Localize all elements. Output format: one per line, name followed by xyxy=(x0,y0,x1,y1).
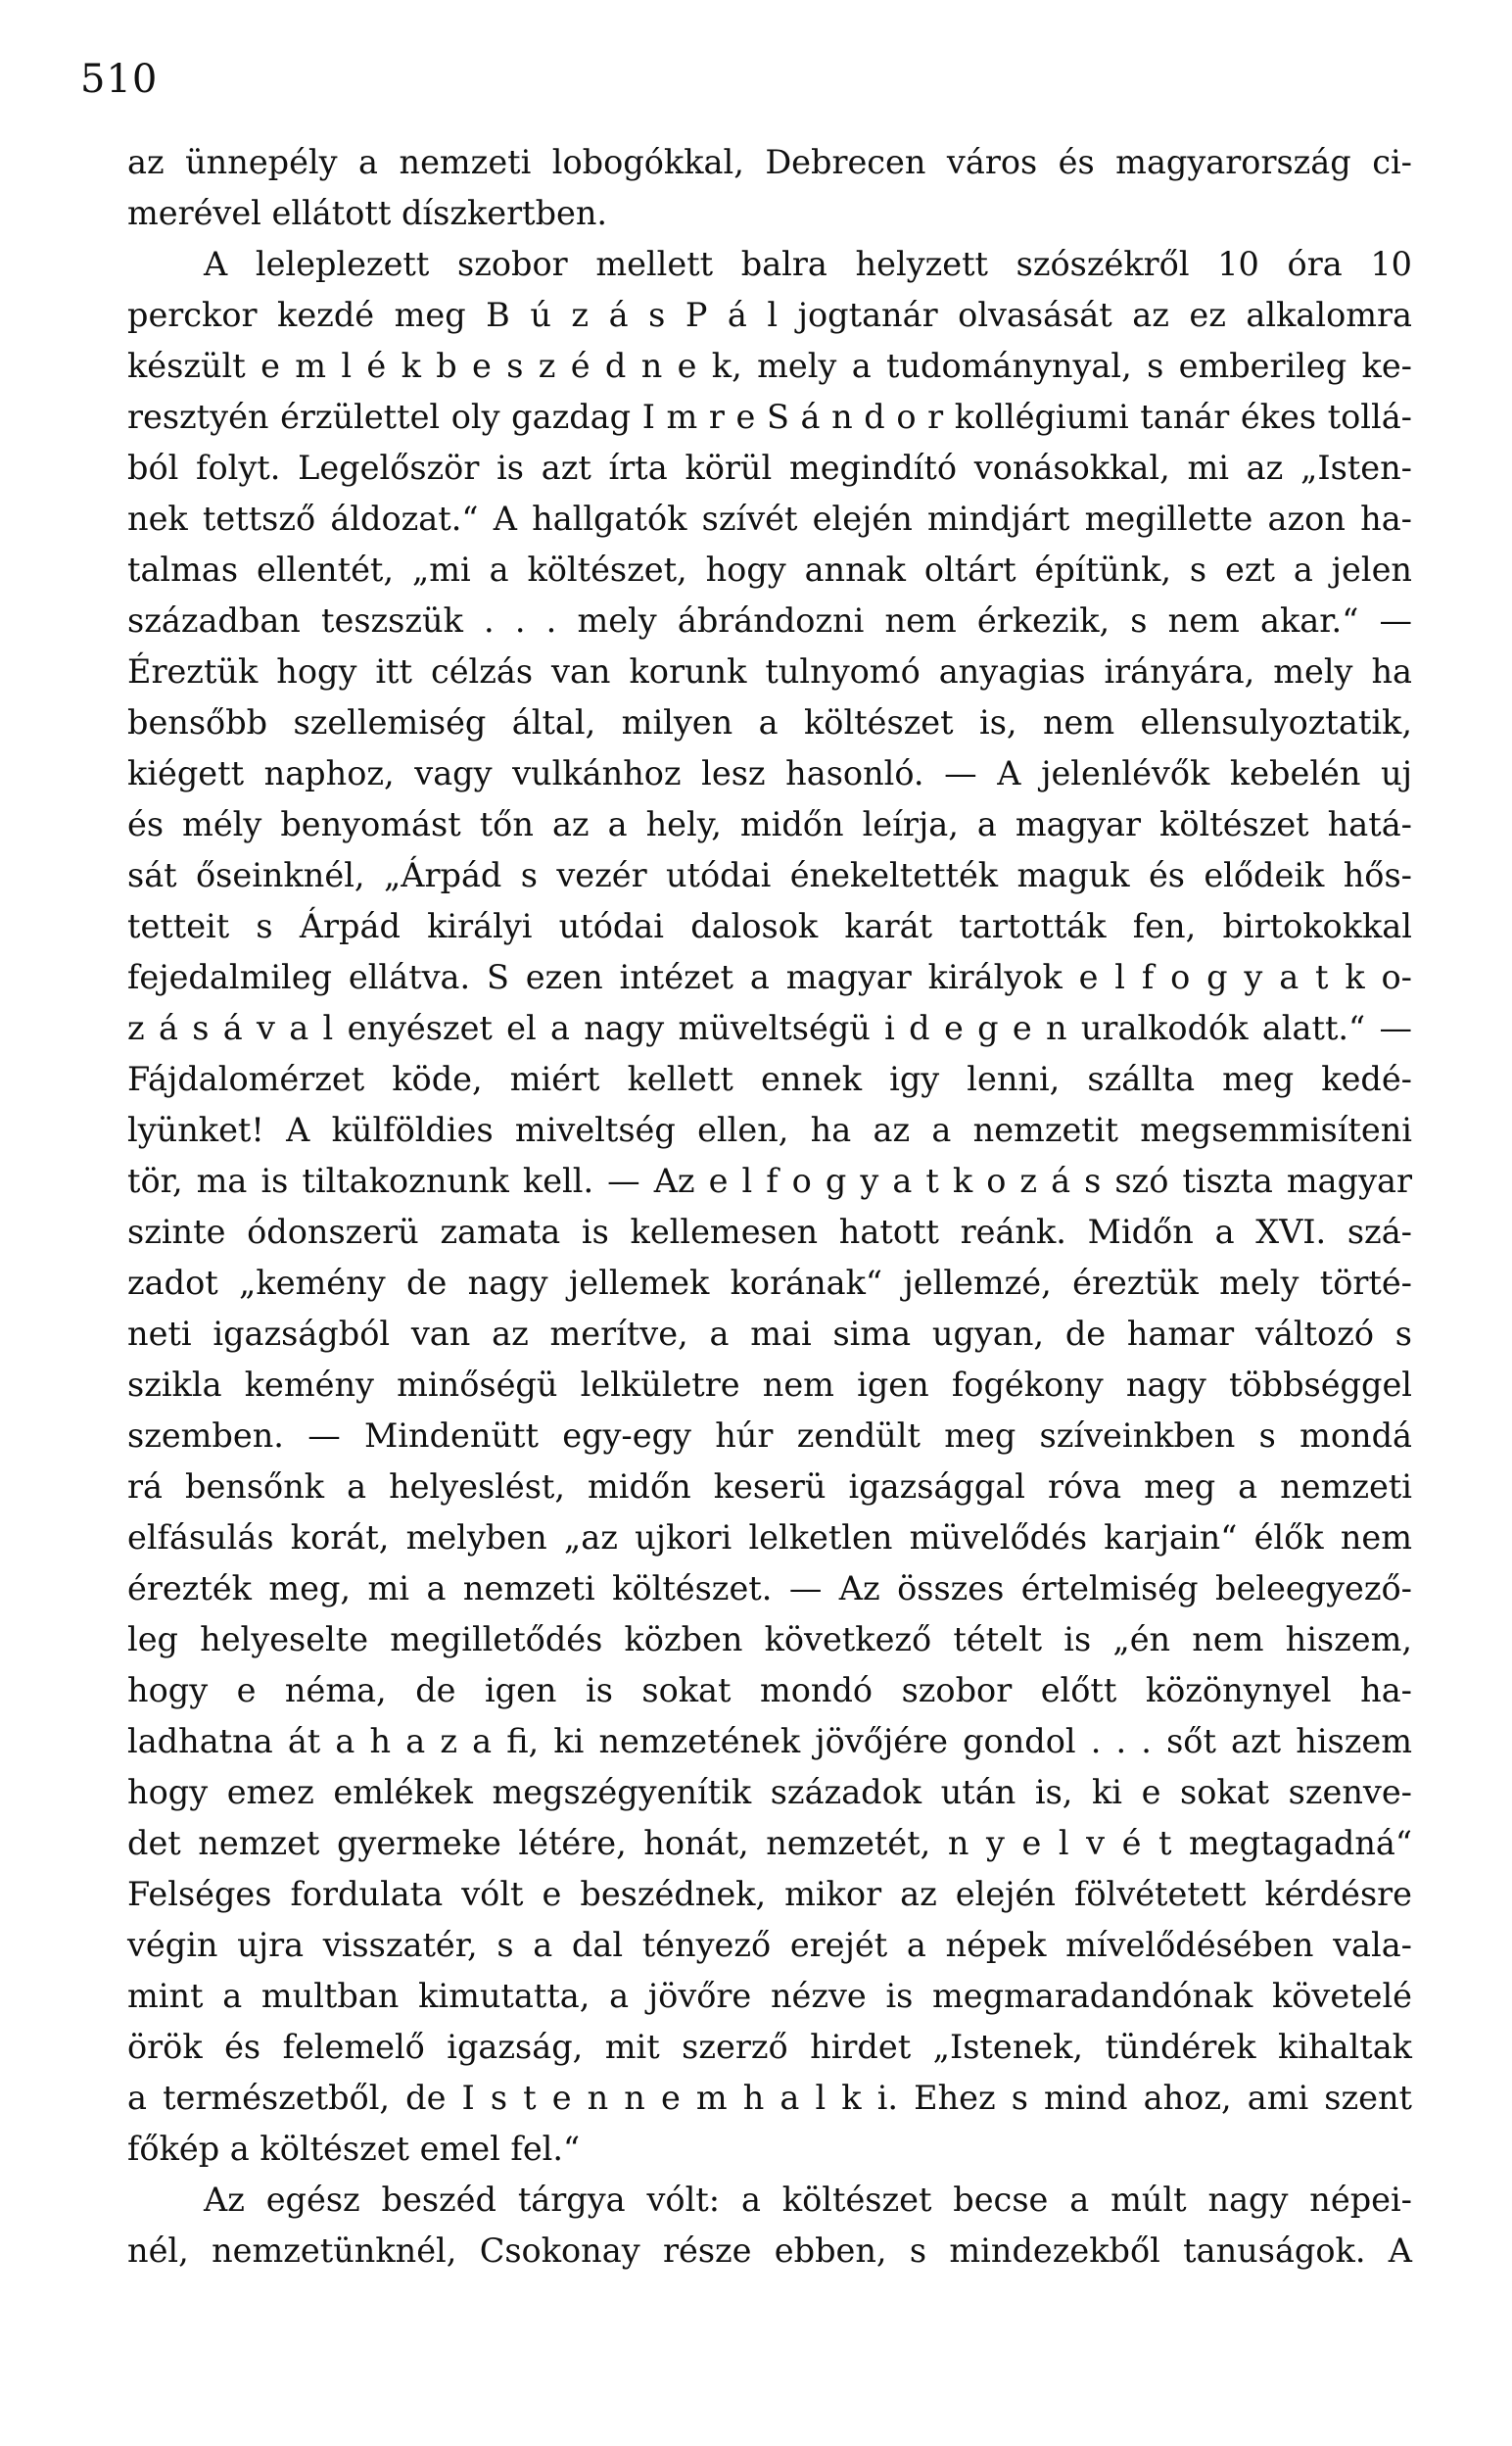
text-line: örök és felemelő igazság, mit szerző hirdet „Istenek, tündérek kihaltak xyxy=(127,2028,1412,2066)
text-line: neti igazságból van az merítve, a mai sima ugyan, de hamar változó s xyxy=(127,1315,1412,1353)
text-line: ból folyt. Legelőször is azt írta körül megindító vonásokkal, mi az „Isten- xyxy=(127,449,1412,487)
text-line: perckor kezdé meg B ú z á s P á l jogtanár olvasását az ez alkalomra xyxy=(127,296,1412,334)
text-line: lyünket! A külföldies miveltség ellen, ha az a nemzetit megsemmisíteni xyxy=(127,1111,1412,1149)
text-line: tör, ma is tiltakoznunk kell. — Az e l f o g y a t k o z á s szó tiszta magyar xyxy=(127,1162,1412,1200)
text-line: fejedalmileg ellátva. S ezen intézet a magyar királyok e l f o g y a t k o- xyxy=(127,958,1412,996)
text-line: hogy emez emlékek megszégyenítik századok után is, ki e sokat szenve- xyxy=(127,1773,1412,1811)
text-line: hogy e néma, de igen is sokat mondó szobor előtt közönynyel ha- xyxy=(127,1671,1412,1709)
text-line: tetteit s Árpád királyi utódai dalosok karát tartották fen, birtokokkal xyxy=(127,907,1412,945)
text-line: készült e m l é k b e s z é d n e k, mely a tudománynyal, s emberileg ke- xyxy=(127,347,1412,385)
text-line: nél, nemzetünknél, Csokonay része ebben, s mindezekből tanuságok. A xyxy=(127,2231,1412,2270)
text-line: az ünnepély a nemzeti lobogókkal, Debrecen város és magyarország ci- xyxy=(127,143,1412,181)
text-line: talmas ellentét, „mi a költészet, hogy annak oltárt építünk, s ezt a jelen xyxy=(127,551,1412,589)
text-line: szemben. — Mindenütt egy-egy húr zendült meg szíveinkben s mondá xyxy=(127,1416,1412,1455)
text-line: Az egész beszéd tárgya vólt: a költészet becse a múlt nagy népei- xyxy=(204,2181,1412,2219)
text-line: és mély benyomást tőn az a hely, midőn leírja, a magyar költészet hatá- xyxy=(127,805,1412,843)
text-line: sát őseinknél, „Árpád s vezér utódai énekeltették maguk és elődeik hős- xyxy=(127,856,1412,894)
text-line: mint a multban kimutatta, a jövőre nézve is megmaradandónak követelé xyxy=(127,1977,1412,2015)
text-line: Felséges fordulata vólt e beszédnek, mikor az elején fölvétetett kérdésre xyxy=(127,1875,1412,1913)
text-line: szikla kemény minőségü lelkületre nem igen fogékony nagy többséggel xyxy=(127,1366,1412,1404)
text-line: det nemzet gyermeke létére, honát, nemzetét, n y e l v é t megtagadná“ xyxy=(127,1824,1412,1862)
text-line: kiégett naphoz, vagy vulkánhoz lesz hasonló. — A jelenlévők kebelén uj xyxy=(127,754,1412,792)
text-line: ladhatna át a h a z a fi, ki nemzetének jövőjére gondol . . . sőt azt hiszem xyxy=(127,1722,1412,1760)
text-line: merével ellátott díszkertben. xyxy=(127,194,608,232)
text-line: elfásulás korát, melyben „az ujkori lelketlen müvelődés karjain“ élők nem xyxy=(127,1518,1412,1557)
text-line: bensőbb szellemiség által, milyen a költészet is, nem ellensulyoztatik, xyxy=(127,703,1412,742)
text-line: zadot „kemény de nagy jellemek korának“ jellemzé, éreztük mely törté- xyxy=(127,1264,1412,1302)
text-line: A leleplezett szobor mellett balra helyzett szószékről 10 óra 10 xyxy=(204,245,1412,283)
text-line: leg helyeselte megilletődés közben következő tételt is „én nem hiszem, xyxy=(127,1620,1412,1658)
text-line: a természetből, de I s t e n n e m h a l k i. Ehez s mind ahoz, ami szent xyxy=(127,2079,1412,2117)
text-line: főkép a költészet emel fel.“ xyxy=(127,2130,581,2168)
text-line: nek tettsző áldozat.“ A hallgatók szívét elején mindjárt megillette azon ha- xyxy=(127,500,1412,538)
text-line: végin ujra visszatér, s a dal tényező erejét a népek mívelődésében vala- xyxy=(127,1926,1412,1964)
body-text xyxy=(127,137,1412,2277)
page-number: 510 xyxy=(80,57,159,102)
text-line: érezték meg, mi a nemzeti költészet. — Az összes értelmiség beleegyező- xyxy=(127,1569,1412,1607)
text-line: Fájdalomérzet köde, miért kellett ennek igy lenni, szállta meg kedé- xyxy=(127,1060,1412,1098)
text-line: szinte ódonszerü zamata is kellemesen hatott reánk. Midőn a XVI. szá- xyxy=(127,1213,1412,1251)
text-line: Éreztük hogy itt célzás van korunk tulnyomó anyagias irányára, mely ha xyxy=(127,652,1412,691)
text-line: z á s á v a l enyészet el a nagy müveltségü i d e g e n uralkodók alatt.“ — xyxy=(127,1009,1412,1047)
text-line: resztyén érzülettel oly gazdag I m r e S á n d o r kollégiumi tanár ékes tollá- xyxy=(127,398,1412,436)
text-line: században teszszük . . . mely ábrándozni nem érkezik, s nem akar.“ — xyxy=(127,601,1412,640)
text-line: rá bensőnk a helyeslést, midőn keserü igazsággal róva meg a nemzeti xyxy=(127,1467,1412,1506)
